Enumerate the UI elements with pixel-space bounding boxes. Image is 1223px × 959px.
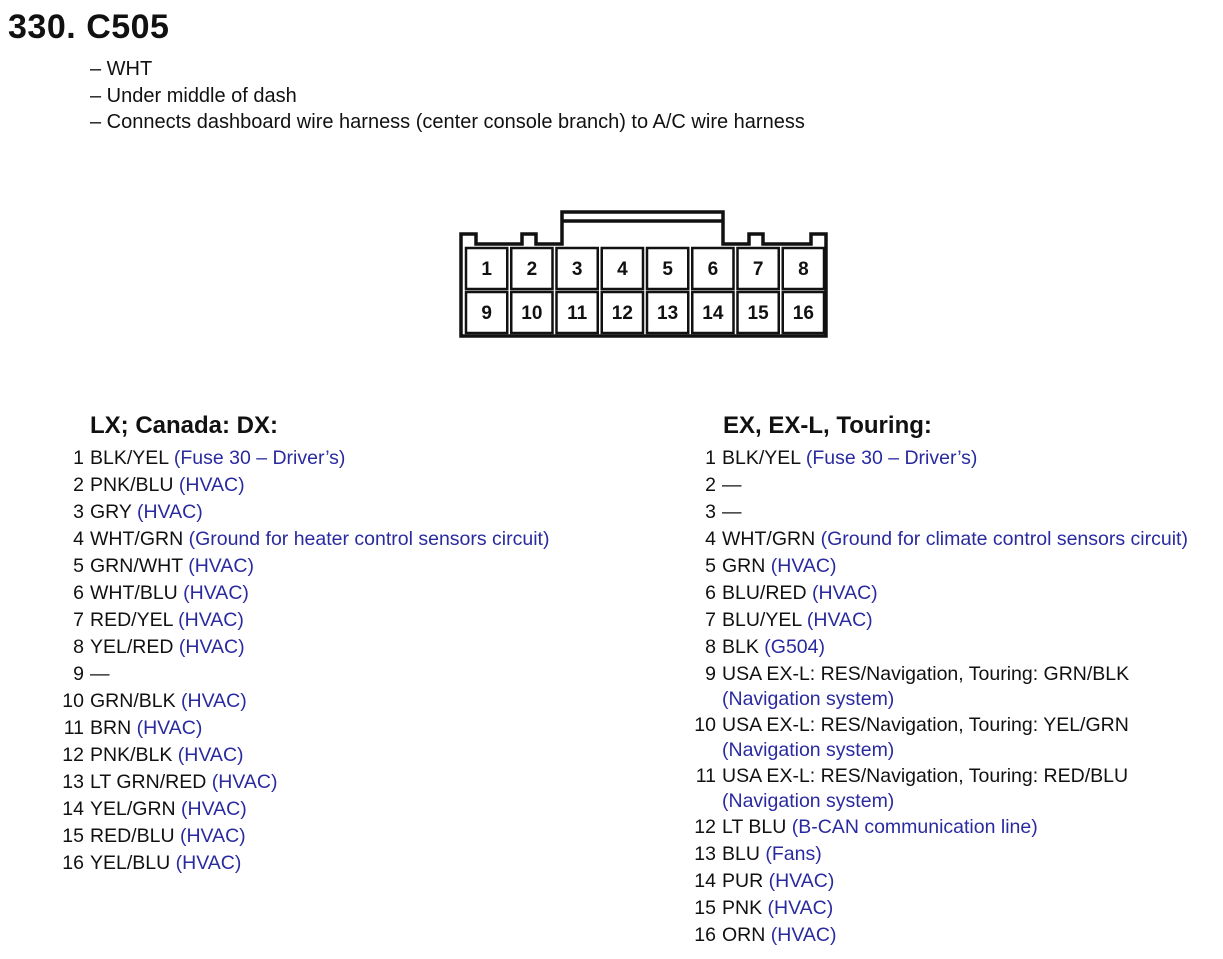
pin-info <box>722 527 1220 552</box>
pin-number: 1 <box>73 447 84 469</box>
circuit-description: (HVAC) <box>806 609 873 631</box>
pin-info <box>722 923 1220 948</box>
pin-number: 16 <box>62 852 84 874</box>
circuit-description: (HVAC) <box>183 582 249 604</box>
pin-number: 4 <box>705 528 716 550</box>
pin-number: 15 <box>62 825 84 847</box>
pin-info <box>722 662 1220 711</box>
pin-info <box>90 635 618 660</box>
pin-info <box>722 608 1220 633</box>
connector-diagram <box>0 0 1223 400</box>
pin-row <box>58 797 618 822</box>
pin-row <box>690 713 1220 762</box>
pin-number: 9 <box>73 663 84 685</box>
pin-info <box>90 662 618 687</box>
pin-row <box>690 923 1220 948</box>
pin-info <box>90 527 618 552</box>
pin-info <box>90 554 618 579</box>
circuit-description: (HVAC) <box>768 870 835 892</box>
pin-row <box>690 446 1220 471</box>
pin-number: 6 <box>705 582 716 604</box>
pin-number: 6 <box>73 582 84 604</box>
cavity-number: 15 <box>747 303 769 324</box>
pin-row <box>58 527 618 552</box>
pin-row <box>58 662 618 687</box>
wire-color: YEL/BLU <box>90 852 171 874</box>
pin-row <box>58 635 618 660</box>
pin-info <box>722 842 1220 867</box>
circuit-description: (Ground for heater control sensors circuit) <box>188 528 550 550</box>
cavity-number: 16 <box>792 303 814 324</box>
pin-row <box>58 581 618 606</box>
cavity-number: 13 <box>657 303 679 324</box>
pin-row <box>58 554 618 579</box>
pin-row <box>58 608 618 633</box>
cavity-number: 12 <box>611 303 633 324</box>
cavity-number: 1 <box>481 259 492 280</box>
pin-row <box>58 500 618 525</box>
cavity-number: 4 <box>617 259 628 280</box>
cavity-number: 7 <box>752 259 764 280</box>
circuit-description: (HVAC) <box>770 555 837 577</box>
note-connects: – Connects dashboard wire harness (center console branch) to A/C wire harness <box>90 111 805 133</box>
pin-number: 15 <box>694 897 716 919</box>
circuit-description: (Fans) <box>765 843 822 865</box>
note-color: – WHT <box>90 58 153 80</box>
pin-row <box>690 764 1220 813</box>
wire-color: RED/YEL <box>90 609 173 631</box>
pin-info <box>722 635 1220 660</box>
wire-color: PUR <box>722 870 764 892</box>
pin-number: 7 <box>705 609 716 631</box>
wire-color: LT BLU <box>722 816 787 838</box>
wire-color: USA EX-L: RES/Navigation, Touring: RED/BLU <box>722 765 1129 787</box>
pin-info <box>90 824 618 849</box>
circuit-description: (HVAC) <box>181 690 247 712</box>
wire-color: — <box>722 501 742 523</box>
wire-color: BRN <box>90 717 132 739</box>
pin-row <box>690 527 1220 552</box>
wire-color: USA EX-L: RES/Navigation, Touring: GRN/BLK <box>722 663 1130 685</box>
circuit-description: (Fuse 30 – Driver’s) <box>173 447 346 469</box>
pin-row <box>690 554 1220 579</box>
connector-id: C505 <box>86 8 170 46</box>
wire-color: PNK/BLU <box>90 474 174 496</box>
circuit-description: (Fuse 30 – Driver’s) <box>805 447 978 469</box>
wire-color: WHT/GRN <box>90 528 184 550</box>
pin-row <box>58 851 618 876</box>
pin-info <box>722 869 1220 894</box>
circuit-description: (HVAC) <box>181 798 247 820</box>
pin-row <box>58 743 618 768</box>
pin-info <box>90 473 618 498</box>
cavity-number: 8 <box>798 259 809 280</box>
pin-info <box>90 770 618 795</box>
lx-pin-list <box>58 446 618 876</box>
pin-row <box>690 473 1220 498</box>
wire-color: BLU <box>722 843 760 865</box>
circuit-description: (HVAC) <box>175 852 242 874</box>
cavity-number: 5 <box>662 259 673 280</box>
cavity-number: 2 <box>526 259 538 280</box>
pin-number: 4 <box>73 528 84 550</box>
pin-info <box>722 896 1220 921</box>
pin-number: 5 <box>73 555 84 577</box>
cavity-number: 6 <box>707 259 719 280</box>
pin-row <box>58 446 618 471</box>
cavity-number: 3 <box>571 259 583 280</box>
cavity-number: 11 <box>567 303 588 324</box>
pin-number: 12 <box>62 744 84 766</box>
pin-row <box>690 635 1220 660</box>
pin-number: 8 <box>73 636 84 658</box>
circuit-description: (G504) <box>764 636 825 658</box>
pin-number: 2 <box>73 474 84 496</box>
circuit-description: (HVAC) <box>136 501 203 523</box>
pin-number: 3 <box>705 501 716 523</box>
pin-info <box>90 743 618 768</box>
wire-color: — <box>722 474 742 496</box>
pin-row <box>690 896 1220 921</box>
circuit-description: (HVAC) <box>811 582 878 604</box>
circuit-description: (HVAC) <box>211 771 278 793</box>
pin-number: 11 <box>695 765 716 787</box>
circuit-description: (HVAC) <box>770 924 837 946</box>
ex-heading: EX, EX-L, Touring: <box>723 412 932 439</box>
pin-number: 8 <box>705 636 716 658</box>
pin-info <box>90 797 618 822</box>
pin-row <box>58 473 618 498</box>
note-location: – Under middle of dash <box>90 84 297 107</box>
pin-number: 16 <box>694 924 716 946</box>
pin-info <box>90 689 618 714</box>
circuit-description: (Navigation system) <box>722 790 895 812</box>
circuit-description: (Navigation system) <box>722 688 895 710</box>
wire-color: PNK/BLK <box>90 744 173 766</box>
wire-color: BLK/YEL <box>722 447 801 469</box>
cavity-number: 9 <box>481 303 492 324</box>
wire-color: GRY <box>90 501 132 523</box>
wire-color: GRN <box>722 555 766 577</box>
pin-info <box>722 815 1220 840</box>
pin-row <box>58 689 618 714</box>
pin-info <box>90 851 618 876</box>
wire-color: PNK <box>722 897 763 919</box>
wire-color: — <box>90 663 110 685</box>
pin-number: 10 <box>694 714 716 736</box>
pin-row <box>690 581 1220 606</box>
pin-row <box>690 608 1220 633</box>
pin-info <box>90 581 618 606</box>
lx-canada-dx-section <box>58 412 618 878</box>
ex-pin-list <box>690 446 1220 948</box>
circuit-description: (HVAC) <box>178 474 245 496</box>
pin-info <box>722 554 1220 579</box>
pin-row <box>58 824 618 849</box>
pin-number: 9 <box>705 663 716 685</box>
wire-color: BLU/RED <box>722 582 807 604</box>
circuit-description: (HVAC) <box>136 717 203 739</box>
pin-row <box>690 869 1220 894</box>
circuit-description: (HVAC) <box>177 744 244 766</box>
pin-number: 14 <box>694 870 716 892</box>
wire-color: BLK <box>722 636 759 658</box>
lx-heading: LX; Canada: DX: <box>90 412 279 439</box>
wire-color: USA EX-L: RES/Navigation, Touring: YEL/GRN <box>722 714 1129 736</box>
wire-color: GRN/BLK <box>90 690 176 712</box>
pin-number: 3 <box>73 501 84 523</box>
pin-number: 7 <box>73 609 84 631</box>
pin-number: 12 <box>694 816 716 838</box>
wire-color: BLU/YEL <box>722 609 802 631</box>
circuit-description: (HVAC) <box>178 609 244 631</box>
cavity-number: 14 <box>702 303 724 324</box>
wire-color: WHT/GRN <box>722 528 816 550</box>
circuit-description: (B-CAN communication line) <box>791 816 1038 838</box>
wire-color: GRN/WHT <box>90 555 183 577</box>
pin-row <box>690 842 1220 867</box>
wire-color: ORN <box>722 924 766 946</box>
circuit-description: (HVAC) <box>179 825 246 847</box>
cavity-number: 10 <box>521 303 543 324</box>
pin-row <box>690 500 1220 525</box>
wire-color: BLK/YEL <box>90 447 169 469</box>
wire-color: YEL/GRN <box>90 798 176 820</box>
pin-row <box>690 815 1220 840</box>
pin-info <box>90 716 618 741</box>
pin-number: 10 <box>62 690 84 712</box>
pin-number: 14 <box>62 798 84 820</box>
pin-info <box>722 500 1220 525</box>
wire-color: RED/BLU <box>90 825 175 847</box>
circuit-description: (Navigation system) <box>722 739 895 761</box>
section-number: 330. <box>8 8 77 46</box>
pin-info <box>90 500 618 525</box>
pin-info <box>722 446 1220 471</box>
circuit-description: (HVAC) <box>178 636 245 658</box>
wire-color: WHT/BLU <box>90 582 178 604</box>
pin-number: 13 <box>694 843 716 865</box>
ex-touring-section <box>690 412 1220 950</box>
pin-info <box>722 764 1220 813</box>
circuit-description: (Ground for climate control sensors circuit) <box>820 528 1188 550</box>
circuit-description: (HVAC) <box>188 555 254 577</box>
pin-info <box>722 713 1220 762</box>
pin-info <box>90 608 618 633</box>
pin-number: 11 <box>63 717 84 739</box>
pin-row <box>690 662 1220 711</box>
pin-info <box>722 473 1220 498</box>
pin-number: 5 <box>705 555 716 577</box>
pin-number: 1 <box>705 447 716 469</box>
pin-row <box>58 716 618 741</box>
pin-info <box>90 446 618 471</box>
wire-color: LT GRN/RED <box>90 771 207 793</box>
pin-number: 13 <box>62 771 84 793</box>
circuit-description: (HVAC) <box>767 897 834 919</box>
pin-row <box>58 770 618 795</box>
pin-number: 2 <box>705 474 716 496</box>
wire-color: YEL/RED <box>90 636 174 658</box>
pin-info <box>722 581 1220 606</box>
